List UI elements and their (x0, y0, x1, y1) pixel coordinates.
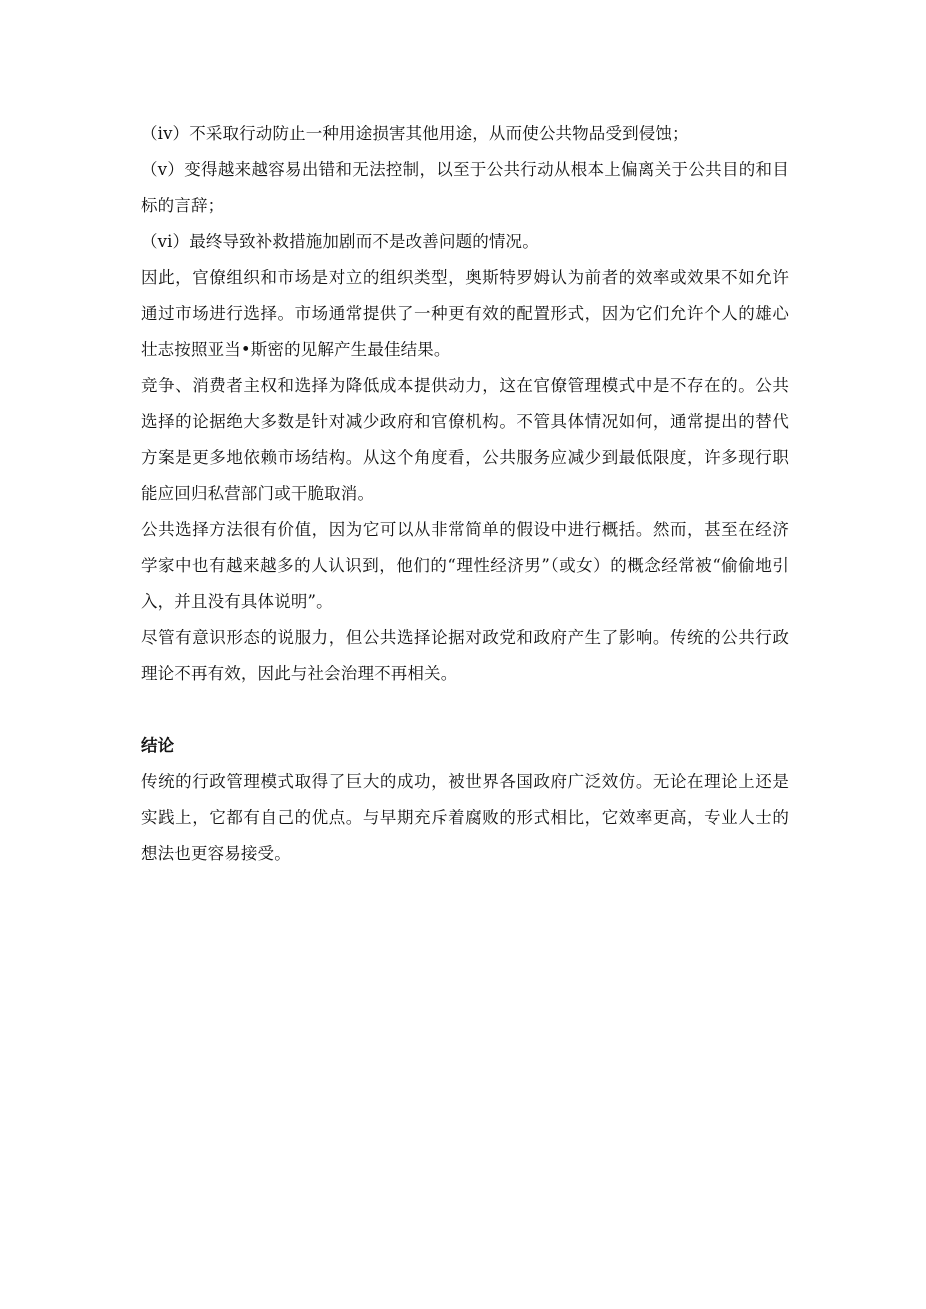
list-item-vi: （vi）最终导致补救措施加剧而不是改善问题的情况。 (141, 232, 539, 251)
paragraph-competition: 竞争、消费者主权和选择为降低成本提供动力，这在官僚管理模式中是不存在的。公共选择的论据绝大多数是针对减少政府和官僚机构。不管具体情况如何，通常提出的替代方案是更多地依赖市场结构。从这个角度看，公共服务应减少到最低限度，许多现行职能应回归私营部门或干脆取消。 (141, 376, 789, 503)
section-heading-conclusion: 结论 (141, 736, 175, 755)
list-item-iv: （iv）不采取行动防止一种用途损害其他用途，从而使公共物品受到侵蚀； (141, 124, 689, 143)
list-item-v: （v）变得越来越容易出错和无法控制，以至于公共行动从根本上偏离关于公共目的和目标的言辞； (141, 160, 789, 215)
section-spacer (141, 692, 789, 728)
paragraph-conclusion: 传统的行政管理模式取得了巨大的成功，被世界各国政府广泛效仿。无论在理论上还是实践上，它都有自己的优点。与早期充斥着腐败的形式相比，它效率更高，专业人士的想法也更容易接受。 (141, 772, 789, 863)
paragraph-ideology: 尽管有意识形态的说服力，但公共选择论据对政党和政府产生了影响。传统的公共行政理论不再有效，因此与社会治理不再相关。 (141, 628, 789, 683)
document-page (141, 116, 789, 872)
paragraph-public-choice-value: 公共选择方法很有价值，因为它可以从非常简单的假设中进行概括。然而，甚至在经济学家中也有越来越多的人认识到，他们的“理性经济男”（或女）的概念经常被“偷偷地引入，并且没有具体说明”。 (141, 520, 789, 611)
paragraph-bureaucracy-vs-market: 因此，官僚组织和市场是对立的组织类型，奥斯特罗姆认为前者的效率或效果不如允许通过市场进行选择。市场通常提供了一种更有效的配置形式，因为它们允许个人的雄心壮志按照亚当•斯密的见解产生最佳结果。 (141, 268, 789, 359)
